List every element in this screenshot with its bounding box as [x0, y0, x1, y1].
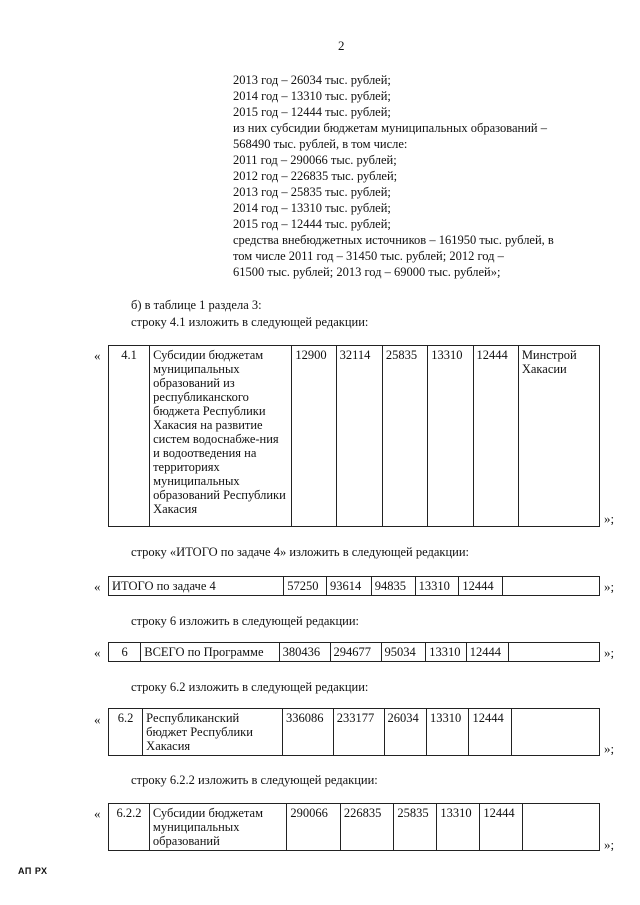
cell-executor: Минстрой Хакасии	[518, 346, 599, 527]
cell-v1: 336086	[283, 709, 334, 756]
section-b-heading: б) в таблице 1 раздела 3:	[131, 298, 262, 312]
text-line: 2013 год – 25835 тыс. рублей;	[233, 185, 391, 199]
close-quote: »;	[604, 837, 615, 852]
table-row	[109, 643, 600, 662]
cell-v2: 233177	[333, 709, 384, 756]
cell-v3: 94835	[371, 577, 415, 596]
table-row-itogo	[108, 576, 600, 596]
cell-v4: 13310	[426, 643, 467, 662]
text-line: 2011 год – 290066 тыс. рублей;	[233, 153, 397, 167]
cell-name: ВСЕГО по Программе	[141, 643, 279, 662]
instruction-6: строку 6 изложить в следующей редакции:	[131, 614, 360, 628]
table-row-6-2	[108, 708, 600, 756]
cell-empty	[503, 577, 600, 596]
cell-v5: 12444	[473, 346, 518, 527]
cell-num: 6	[109, 643, 141, 662]
cell-v5: 12444	[466, 643, 509, 662]
text-line: 2012 год – 226835 тыс. рублей;	[233, 169, 398, 183]
cell-v4: 13310	[415, 577, 459, 596]
instruction-6-2: строку 6.2 изложить в следующей редакции:	[131, 680, 369, 694]
table-row	[109, 577, 600, 596]
cell-empty	[523, 804, 600, 851]
open-quote: «	[94, 806, 101, 821]
cell-v1: 57250	[284, 577, 327, 596]
table-row	[109, 709, 600, 756]
open-quote: «	[94, 645, 101, 660]
instruction-itogo: строку «ИТОГО по задаче 4» изложить в следующей редакции:	[131, 545, 470, 559]
text-line: 2015 год – 12444 тыс. рублей;	[233, 217, 391, 231]
cell-empty	[511, 709, 599, 756]
cell-v2: 93614	[326, 577, 371, 596]
cell-v5: 12444	[480, 804, 523, 851]
cell-v3: 25835	[394, 804, 437, 851]
cell-num: 4.1	[109, 346, 150, 527]
cell-v2: 294677	[330, 643, 381, 662]
cell-v5: 12444	[469, 709, 511, 756]
text-line: 61500 тыс. рублей; 2013 год – 69000 тыс. рублей»;	[233, 265, 501, 279]
text-line: средства внебюджетных источников – 161950 тыс. рублей, в	[233, 233, 554, 247]
cell-name: ИТОГО по задаче 4	[109, 577, 284, 596]
text-line: том числе 2011 год – 31450 тыс. рублей; 2012 год –	[233, 249, 504, 263]
page-number: 2	[338, 38, 345, 53]
cell-v3: 26034	[384, 709, 426, 756]
open-quote: «	[94, 348, 101, 363]
stamp-label: АП РХ	[18, 866, 48, 876]
instruction-6-2-2: строку 6.2.2 изложить в следующей редакции:	[131, 773, 378, 787]
cell-num: 6.2	[109, 709, 143, 756]
cell-num: 6.2.2	[109, 804, 150, 851]
cell-v2: 32114	[336, 346, 382, 527]
table-row	[109, 346, 600, 527]
text-line: 2014 год – 13310 тыс. рублей;	[233, 89, 391, 103]
cell-name: Республиканский бюджет Республики Хакасия	[143, 709, 283, 756]
table-row-4-1	[108, 345, 600, 527]
text-line: 2014 год – 13310 тыс. рублей;	[233, 201, 391, 215]
cell-v2: 226835	[340, 804, 394, 851]
cell-v4: 13310	[437, 804, 480, 851]
cell-v4: 13310	[426, 709, 468, 756]
table-row-6-2-2	[108, 803, 600, 851]
cell-v5: 12444	[459, 577, 503, 596]
cell-v3: 95034	[381, 643, 426, 662]
text-line: 568490 тыс. рублей, в том числе:	[233, 137, 408, 151]
table-row	[109, 804, 600, 851]
table-row-6	[108, 642, 600, 662]
text-line: 2015 год – 12444 тыс. рублей;	[233, 105, 391, 119]
close-quote: »;	[604, 511, 615, 526]
cell-v1: 290066	[287, 804, 341, 851]
open-quote: «	[94, 579, 101, 594]
close-quote: »;	[604, 741, 615, 756]
close-quote: »;	[604, 645, 615, 660]
cell-v1: 12900	[292, 346, 336, 527]
cell-v1: 380436	[279, 643, 330, 662]
close-quote: »;	[604, 579, 615, 594]
text-line: из них субсидии бюджетам муниципальных образований –	[233, 121, 547, 135]
cell-empty	[509, 643, 600, 662]
cell-name: Субсидии бюджетам муниципальных образований	[149, 804, 286, 851]
cell-v4: 13310	[428, 346, 473, 527]
open-quote: «	[94, 712, 101, 727]
cell-name: Субсидии бюджетам муниципальных образований из республиканского бюджета Республики Хакасия на развитие систем водоснабже-ния и водоотведения на территориях муниципальных образований Республики Хакасия	[150, 346, 292, 527]
text-line: 2013 год – 26034 тыс. рублей;	[233, 73, 391, 87]
instruction-4-1: строку 4.1 изложить в следующей редакции:	[131, 315, 369, 329]
cell-v3: 25835	[382, 346, 427, 527]
